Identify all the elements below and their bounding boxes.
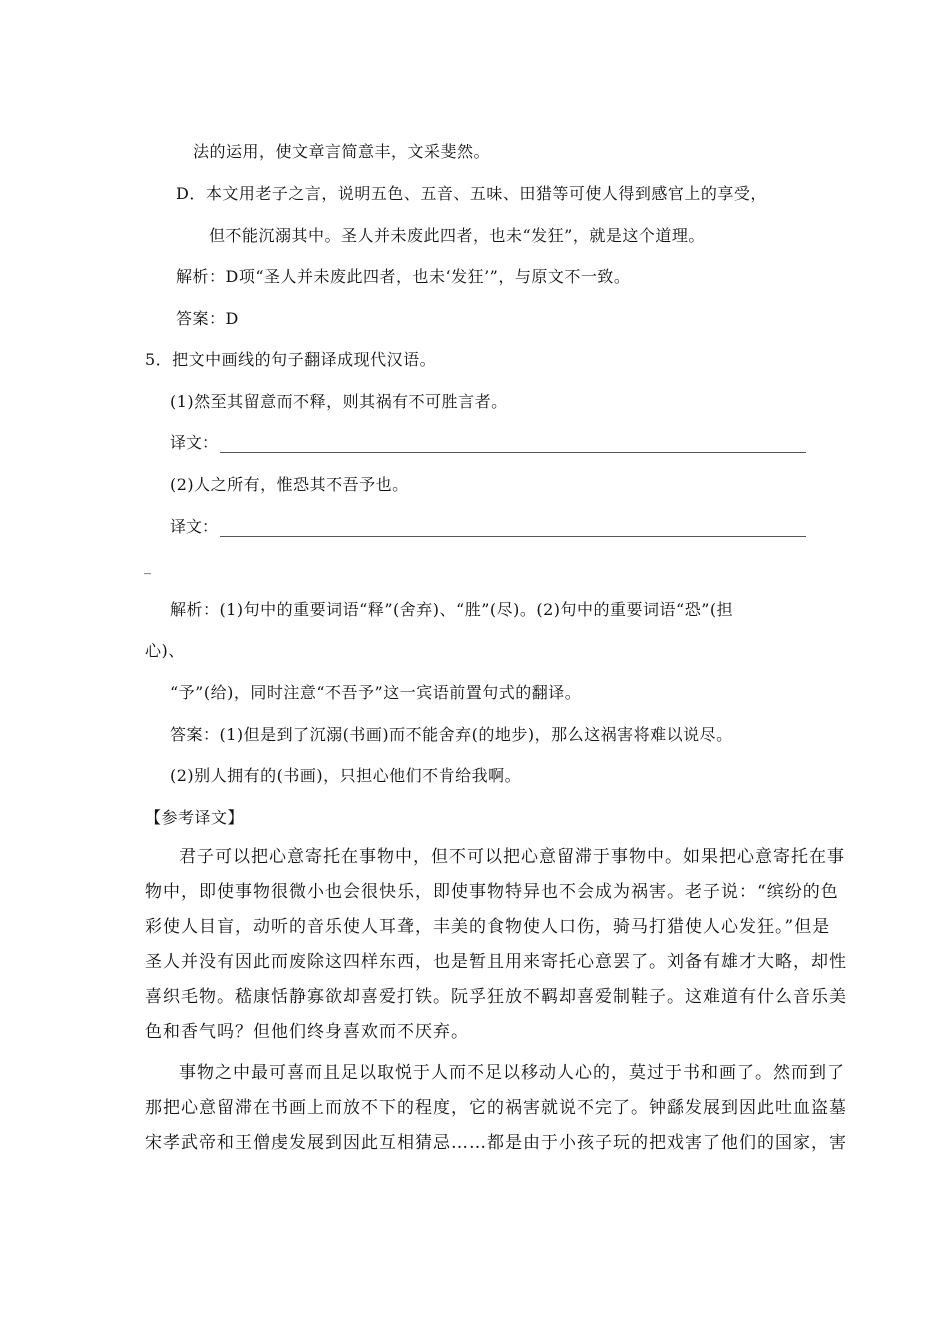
reference-paragraph-1 bbox=[145, 840, 847, 1050]
translation-label-2: 译文： bbox=[170, 517, 219, 536]
q5-analysis-line2: 心)、 bbox=[145, 641, 185, 660]
option-d-line1: D．本文用老子之言，说明五色、五音、五味、田猎等可使人得到感官上的享受， bbox=[176, 184, 767, 203]
q5-analysis-line1: 解析：(1)句中的重要词语“释”(舍弃)、“胜”(尽)。(2)句中的重要词语“恐”(担 bbox=[170, 600, 734, 619]
reference-p1-line: 圣人并没有因此而废除这四样东西，也是暂且用来寄托心意罢了。刘备有雄才大略，却性 bbox=[145, 952, 847, 972]
reference-p1-line: 物中，即使事物很微小也会很快乐，即使事物特异也不会成为祸害。老子说：“缤纷的色 bbox=[145, 882, 839, 902]
translation-label-1: 译文： bbox=[170, 433, 219, 452]
reference-p2-line: 那把心意留滞在书画上而放不下的程度，它的祸害就说不完了。钟繇发展到因此吐血盗墓 bbox=[145, 1098, 847, 1118]
reference-translation-heading: 【参考译文】 bbox=[145, 808, 245, 827]
q5-prompt: 5．把文中画线的句子翻译成现代汉语。 bbox=[145, 350, 437, 369]
option-c-tail: 法的运用，使文章言简意丰，文采斐然。 bbox=[193, 142, 491, 161]
translation-answer-row-2 bbox=[170, 517, 806, 537]
reference-p1-line: 喜织毛物。嵇康恬静寡欲却喜爱打铁。阮孚狂放不羁却喜爱制鞋子。这难道有什么音乐美 bbox=[145, 987, 847, 1007]
q5-item1: (1)然至其留意而不释，则其祸有不可胜言者。 bbox=[170, 392, 508, 411]
q5-answer-line1: 答案：(1)但是到了沉溺(书画)而不能舍弃(的地步)，那么这祸害将难以说尽。 bbox=[170, 725, 733, 744]
reference-p1-line: 色和香气吗？但他们终身喜欢而不厌弃。 bbox=[145, 1022, 469, 1042]
option-d-line2: 但不能沉溺其中。圣人并未废此四者，也未“发狂”，就是这个道理。 bbox=[209, 226, 705, 245]
q5-item2: (2)人之所有，惟恐其不吾予也。 bbox=[170, 475, 409, 494]
reference-p1-line: 君子可以把心意寄托在事物中，但不可以把心意留滞于事物中。如果把心意寄托在事 bbox=[179, 847, 845, 867]
translation-blank-2[interactable] bbox=[220, 522, 806, 537]
reference-p2-line: 事物之中最可喜而且足以取悦于人而不足以移动人心的，莫过于书和画了。然而到了 bbox=[179, 1063, 845, 1083]
q4-analysis: 解析：D项“圣人并未废此四者，也未‘发狂’”，与原文不一致。 bbox=[176, 267, 631, 286]
q4-answer: 答案：D bbox=[176, 309, 239, 328]
reference-p1-line: 彩使人目盲，动听的音乐使人耳聋，丰美的食物使人口伤，骑马打猎使人心发狂。”但是 bbox=[145, 917, 831, 937]
translation-blank-1[interactable] bbox=[220, 438, 806, 453]
q5-answer-line2: (2)别人拥有的(书画)，只担心他们不肯给我啊。 bbox=[170, 766, 522, 785]
translation-answer-row-1 bbox=[170, 433, 806, 453]
reference-p2-line: 宋孝武帝和王僧虔发展到因此互相猜忌……都是由于小孩子玩的把戏害了他们的国家，害 bbox=[145, 1133, 847, 1153]
q5-analysis-line3: “予”(给)，同时注意“不吾予”这一宾语前置句式的翻译。 bbox=[170, 683, 582, 702]
stray-underscore: _ bbox=[144, 559, 151, 575]
reference-paragraph-2 bbox=[145, 1056, 847, 1161]
